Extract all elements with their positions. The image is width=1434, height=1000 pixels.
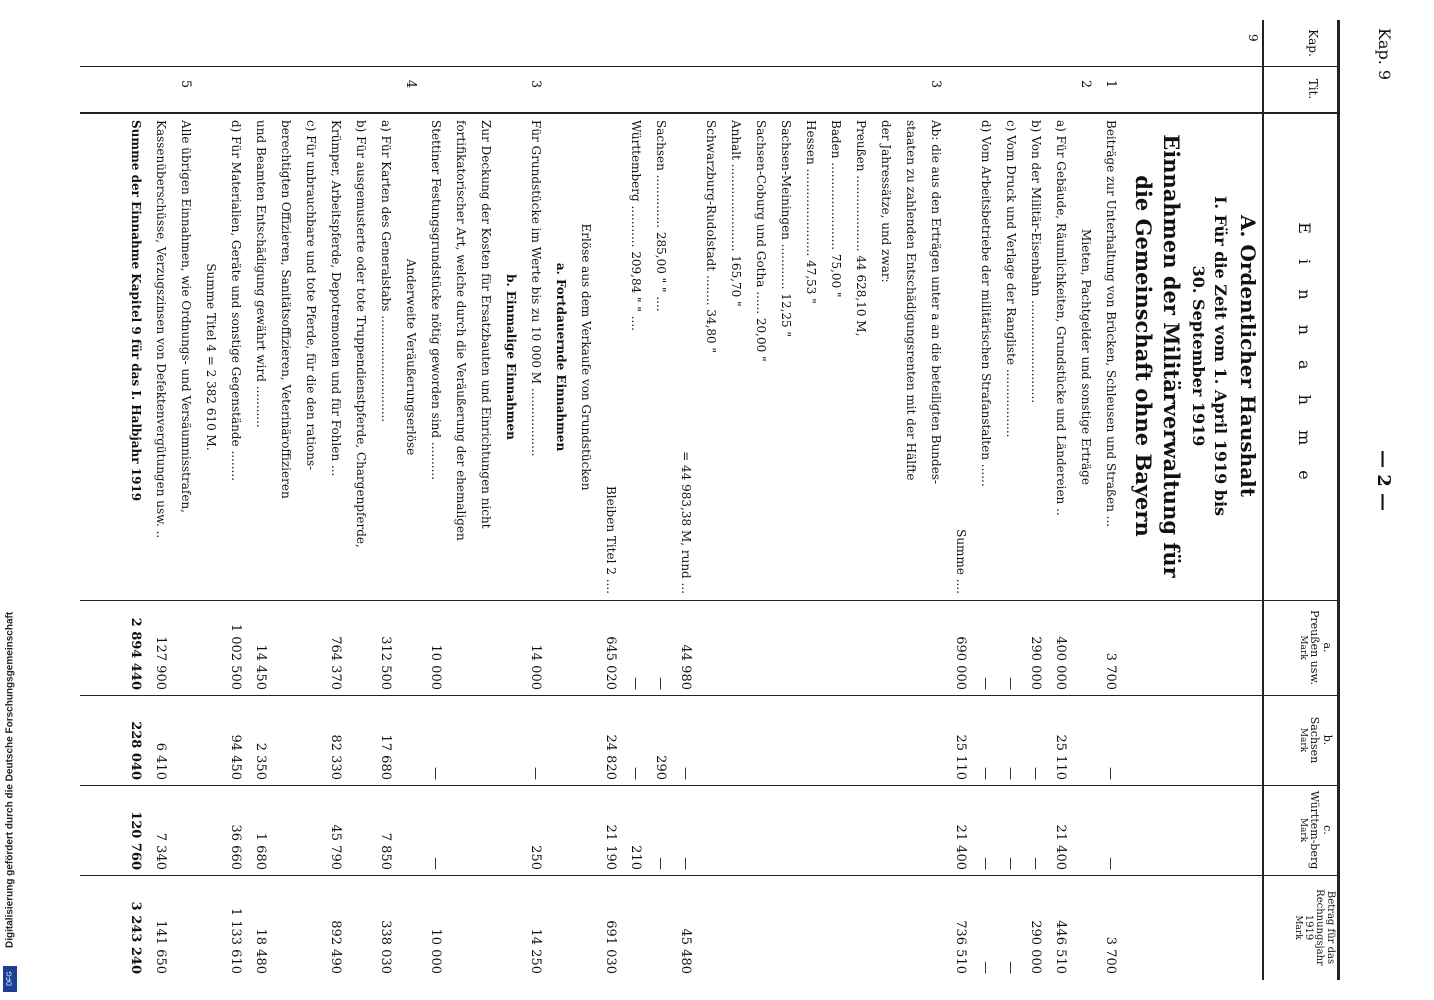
table-row <box>125 20 143 980</box>
amount-wuerttemberg: — <box>653 857 668 870</box>
table-row <box>425 20 443 980</box>
amount-total: — <box>1003 961 1018 974</box>
row-description: a) Für Gebäude, Räumlichkeiten, Grundstücke und Ländereien .. <box>1054 120 1068 516</box>
row-description: und Beamten Entschädigung gewährt wird ........... <box>254 120 268 428</box>
amount-preussen: — <box>628 677 643 690</box>
row-description: Anhalt ....................... 165,70 " <box>729 120 743 307</box>
amount-sachsen: 17 680 <box>378 734 393 780</box>
amount-preussen: 44 980 <box>678 644 693 690</box>
table-row <box>600 20 618 980</box>
table-row <box>950 20 968 980</box>
amount-sachsen: 25 110 <box>953 734 968 780</box>
table-row <box>850 20 868 980</box>
table-row <box>350 20 368 980</box>
kap-number: 9 <box>1246 34 1260 42</box>
table-row <box>550 20 568 980</box>
amount-sachsen: 94 450 <box>228 734 243 780</box>
amount-preussen: 312 500 <box>378 636 393 690</box>
amount-wuerttemberg: — <box>978 857 993 870</box>
amount-total: 446 510 <box>1053 920 1068 974</box>
chapter-header: Kap. 9 <box>1375 28 1394 81</box>
row-description: fortifikatorischer Art, welche durch die Veräußerung der ehemaligen <box>454 120 468 541</box>
table-row <box>925 20 943 980</box>
amount-preussen: 690 000 <box>953 636 968 690</box>
amount-total: 3 700 <box>1103 936 1118 974</box>
amount-preussen: 3 700 <box>1103 652 1118 690</box>
col-b-header: b. Sachsen Mark <box>1298 716 1334 764</box>
table-row <box>1075 20 1093 980</box>
row-description: Zur Deckung der Kosten für Ersatzbauten und Einrichtungen nicht <box>479 120 493 529</box>
table-row <box>725 20 743 980</box>
table-row <box>700 20 718 980</box>
kap-header: Kap. <box>1306 29 1320 57</box>
table-row <box>750 20 768 980</box>
row-description: = 44 983,38 M, rund ... <box>679 451 693 594</box>
tit-number: 3 <box>928 79 943 89</box>
table-row <box>675 20 693 980</box>
amount-total: 1 133 610 <box>228 907 243 974</box>
amount-wuerttemberg: — <box>1003 857 1018 870</box>
table-row <box>500 20 518 980</box>
amount-sachsen: 228 040 <box>128 721 143 780</box>
amount-preussen: 2 894 440 <box>128 617 143 690</box>
amount-preussen: 290 000 <box>1028 636 1043 690</box>
row-description: c) Für unbrauchbare und tote Pferde, für die den rations- <box>304 120 318 471</box>
tit-number: 1 <box>1103 79 1118 89</box>
section-title: A. Ordentlicher Haushalt <box>1236 214 1260 498</box>
table-row <box>300 20 318 980</box>
amount-wuerttemberg: 1 680 <box>253 832 268 870</box>
amount-wuerttemberg: 250 <box>528 845 543 870</box>
row-description: c) Vom Druck und Verlage der Rangliste .................. <box>1004 120 1018 438</box>
amount-wuerttemberg: — <box>1103 857 1118 870</box>
row-description: Sachsen-Coburg und Gotha ...... 20,00 " <box>754 120 768 362</box>
table-row <box>375 20 393 980</box>
amount-wuerttemberg: 21 400 <box>953 824 968 870</box>
amount-total: 18 480 <box>253 928 268 974</box>
row-description: Alle übrigen Einnahmen, wie Ordnungs- und Versäumnisstrafen, <box>179 120 193 513</box>
amount-total: 3 243 240 <box>128 901 143 974</box>
amount-sachsen: 25 110 <box>1053 734 1068 780</box>
row-description: Hessen ....................... 47,53 " <box>804 120 818 304</box>
digitization-credit-strip <box>0 0 22 1000</box>
row-description: Preußen .................... 44 628,10 M, <box>854 120 868 337</box>
amount-sachsen: — <box>1103 767 1118 780</box>
amount-preussen: 400 000 <box>1053 636 1068 690</box>
amount-total: 10 000 <box>428 928 443 974</box>
table-row <box>1000 20 1018 980</box>
amount-wuerttemberg: — <box>428 857 443 870</box>
amount-preussen: 127 900 <box>153 636 168 690</box>
tit-header: Tit. <box>1306 78 1320 100</box>
row-description: Erlöse aus dem Verkaufe von Grundstücken <box>579 223 593 491</box>
amount-wuerttemberg: 45 790 <box>328 824 343 870</box>
amount-sachsen: 290 <box>653 755 668 780</box>
amount-total: 141 650 <box>153 920 168 974</box>
amount-preussen: 1 002 500 <box>228 623 243 690</box>
amount-wuerttemberg: 21 400 <box>1053 824 1068 870</box>
main-heading-1: Einnahmen der Militärverwaltung für <box>1159 134 1184 578</box>
table-row <box>975 20 993 980</box>
period-line-2: 30. September 1919 <box>1189 265 1208 447</box>
row-description: Ab: die aus den Erträgen unter a an die beteiligten Bundes- <box>929 120 943 485</box>
amount-wuerttemberg: 21 190 <box>603 824 618 870</box>
table-row <box>625 20 643 980</box>
row-description: Württemberg ........... 209,84 " " .... <box>629 120 643 331</box>
row-description: staaten zu zahlenden Entschädigungsrenten mit der Hälfte <box>904 120 918 481</box>
period-line-1: I. Für die Zeit vom 1. April 1919 bis <box>1211 195 1230 517</box>
amount-preussen: — <box>653 677 668 690</box>
amount-total: 338 030 <box>378 920 393 974</box>
table-row <box>800 20 818 980</box>
row-description: b. Einmalige Einnahmen <box>504 274 518 440</box>
amount-wuerttemberg: 7 340 <box>153 832 168 870</box>
row-description: Für Grundstücke im Werte bis zu 10 000 M .................. <box>529 120 543 457</box>
amount-total: 290 000 <box>1028 920 1043 974</box>
row-description: a) Für Karten des Generalstabs ............................ <box>379 120 393 423</box>
amount-total: 14 250 <box>528 928 543 974</box>
col-c-header: c. Württem-berg Mark <box>1298 790 1334 870</box>
amount-total: 736 510 <box>953 920 968 974</box>
row-description: Anderweite Veräußerungserlöse <box>404 258 418 456</box>
row-description: Mieten, Pachtgelder und sonstige Erträge <box>1079 229 1093 485</box>
row-description: b) Von der Militär-Eisenbahn ........................... <box>1029 120 1043 404</box>
scanned-page <box>20 20 1400 980</box>
amount-preussen: — <box>1003 677 1018 690</box>
table-top-rule <box>1337 20 1340 980</box>
table-row <box>875 20 893 980</box>
header-bottom-rule <box>1262 20 1264 980</box>
row-description: d) Vom Arbeitsbetriebe der militärischen Strafanstalten ...... <box>979 120 993 487</box>
amount-sachsen: 2 350 <box>253 742 268 780</box>
row-description: Sachsen-Meiningen ............ 12,25 " <box>779 120 793 337</box>
amount-total: 691 030 <box>603 920 618 974</box>
amount-total: — <box>978 961 993 974</box>
row-description: Kassenüberschüsse, Verzugszinsen von Defektenvergütungen usw. .. <box>154 120 168 539</box>
table-row <box>775 20 793 980</box>
amount-preussen: 14 000 <box>528 644 543 690</box>
amount-sachsen: — <box>628 767 643 780</box>
row-description: Stettiner Festungsgrundstücke nötig geworden sind .......... <box>429 120 443 481</box>
table-row <box>475 20 493 980</box>
amount-preussen: 10 000 <box>428 644 443 690</box>
amount-preussen: — <box>978 677 993 690</box>
table-row <box>825 20 843 980</box>
amount-sachsen: 24 820 <box>603 734 618 780</box>
table-row <box>525 20 543 980</box>
amount-sachsen: 6 410 <box>153 742 168 780</box>
amount-wuerttemberg: — <box>1028 857 1043 870</box>
col-total-header: Betrag für das Rechnungsjahr 1919 Mark <box>1293 889 1336 966</box>
digitization-credit: Digitalisierung gefördert durch die Deutsche Forschungsgemeinschaft <box>4 611 16 949</box>
amount-wuerttemberg: 120 760 <box>128 811 143 870</box>
table-row <box>900 20 918 980</box>
amount-wuerttemberg: 7 850 <box>378 832 393 870</box>
table-row <box>650 20 668 980</box>
tit-number: 5 <box>178 79 193 89</box>
table-row <box>400 20 418 980</box>
amount-wuerttemberg: 36 660 <box>228 824 243 870</box>
main-heading-2: die Gemeinschaft ohne Bayern <box>1131 175 1156 537</box>
row-description: Krümper, Arbeitspferde, Depotremonten und für Fohlen ... <box>329 120 343 477</box>
amount-sachsen: — <box>428 767 443 780</box>
amount-total: 892 490 <box>328 920 343 974</box>
tit-number: 3 <box>528 79 543 89</box>
amount-wuerttemberg: 210 <box>628 845 643 870</box>
col-a-header: a. Preußen usw. Mark <box>1298 609 1334 686</box>
row-description: Summe der Einnahme Kapitel 9 für das I. Halbjahr 1919 <box>129 120 143 502</box>
page-number: — 2 — <box>1373 450 1394 512</box>
table-row <box>175 20 193 980</box>
einnahme-header: E i n n a h m e <box>1295 222 1314 490</box>
row-description: b) Für ausgemusterte oder tote Truppendienstpferde, Chargenpferde, <box>354 120 368 548</box>
table-row <box>1025 20 1043 980</box>
amount-wuerttemberg: — <box>678 857 693 870</box>
table-row <box>450 20 468 980</box>
amount-preussen: 764 370 <box>328 636 343 690</box>
row-description: der Jahressätze, und zwar: <box>879 120 893 283</box>
amount-preussen: 14 450 <box>253 644 268 690</box>
tit-number: 4 <box>403 79 418 89</box>
row-description: Sachsen .............. 285,00 " " .... <box>654 120 668 312</box>
row-description: Beiträge zur Unterhaltung von Brücken, Schleusen und Straßen ... <box>1104 120 1118 528</box>
table-row <box>200 20 218 980</box>
table-row <box>575 20 593 980</box>
row-description: Schwarzburg-Rudolstadt ........ 34,80 " <box>704 120 718 354</box>
row-description: a. Fortdauernde Einnahmen <box>554 262 568 452</box>
row-description: Summe .... <box>954 529 968 594</box>
table-row <box>325 20 343 980</box>
amount-total: 45 480 <box>678 928 693 974</box>
table-row <box>1050 20 1068 980</box>
amount-sachsen: — <box>678 767 693 780</box>
amount-preussen: 645 020 <box>603 636 618 690</box>
amount-sachsen: — <box>978 767 993 780</box>
tit-number: 2 <box>1078 79 1093 89</box>
table-row <box>225 20 243 980</box>
amount-sachsen: — <box>528 767 543 780</box>
table-row <box>250 20 268 980</box>
table-row <box>150 20 168 980</box>
row-description: Bleiben Titel 2 .... <box>604 485 618 594</box>
amount-sachsen: — <box>1028 767 1043 780</box>
row-description: Summe Titel 4 = 2 382 610 M. <box>204 263 218 451</box>
row-description: d) Für Materialien, Geräte und sonstige Gegenstände ........ <box>229 120 243 481</box>
amount-sachsen: 82 330 <box>328 734 343 780</box>
table-row <box>1100 20 1118 980</box>
row-description: Baden ....................... 75,00 " <box>829 120 843 298</box>
amount-sachsen: — <box>1003 767 1018 780</box>
dfg-logo: DFG <box>3 966 17 992</box>
table-row <box>275 20 293 980</box>
row-description: berechtigten Offizieren, Sanitätsoffizieren, Veterinäroffizieren <box>279 120 293 499</box>
